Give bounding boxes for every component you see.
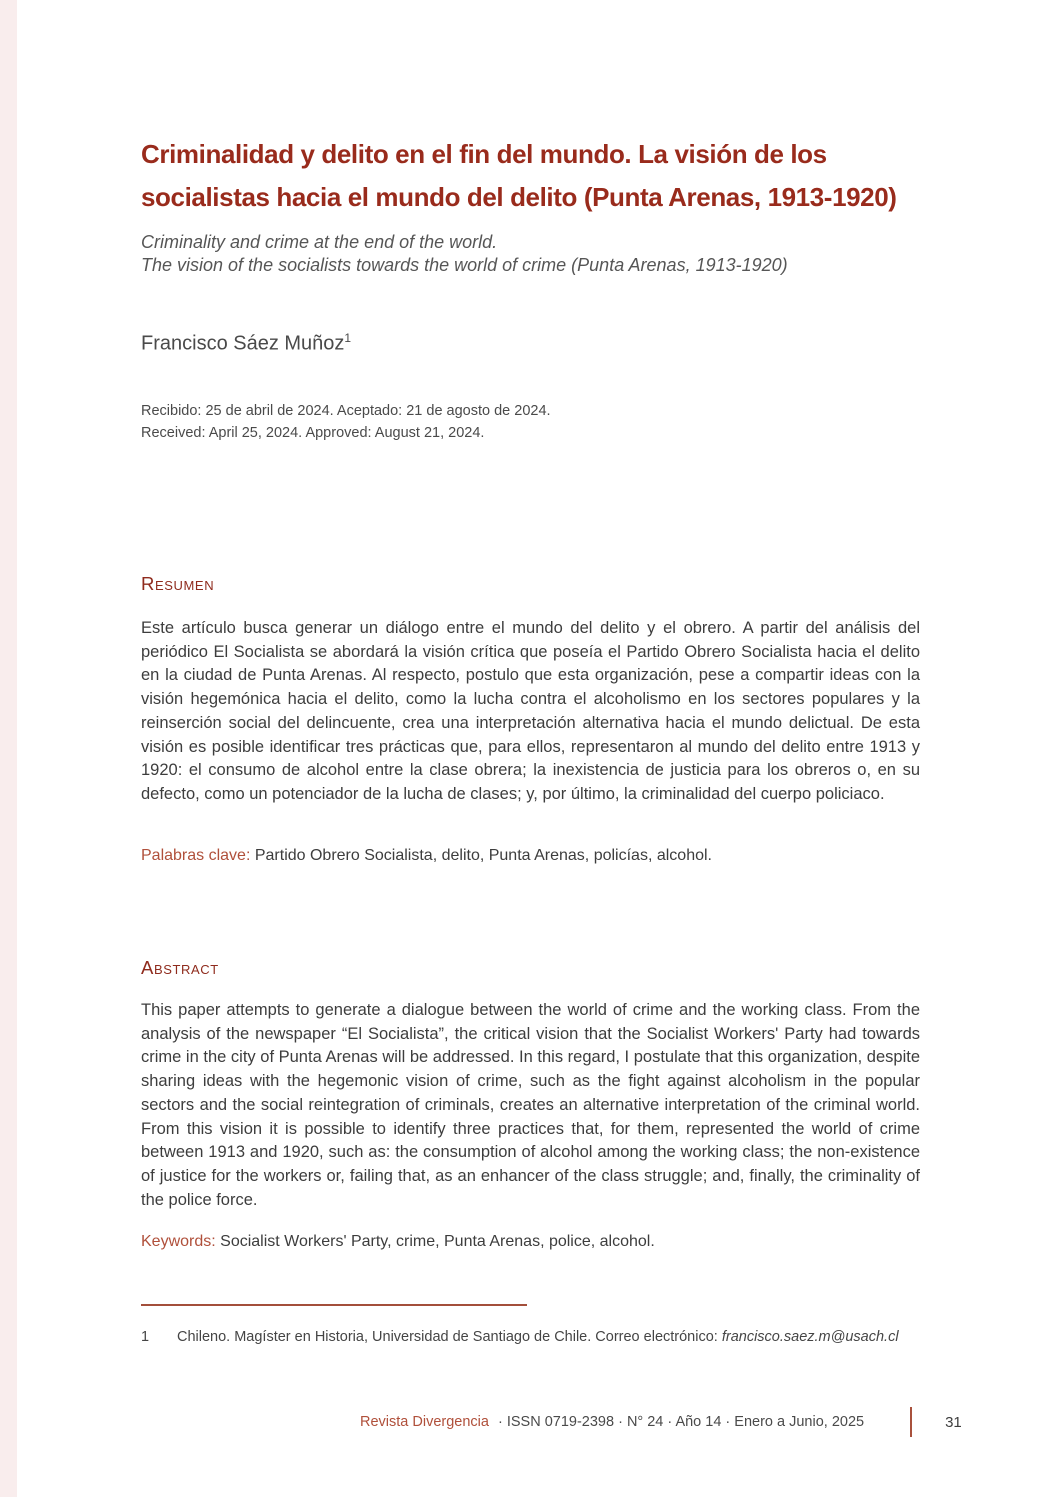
page-margin-strip <box>0 0 17 1497</box>
page-number: 31 <box>945 1413 962 1431</box>
dates-english: Received: April 25, 2024. Approved: August 21, 2024. <box>141 424 485 441</box>
resumen-heading: Resumen <box>141 573 215 594</box>
article-subtitle-english <box>141 231 941 277</box>
page-footer <box>360 1405 962 1439</box>
footer-divider-bar <box>910 1407 912 1437</box>
footnote-email: francisco.saez.m@usach.cl <box>721 1329 899 1345</box>
dates-spanish: Recibido: 25 de abril de 2024. Aceptado: 21 de agosto de 2024. <box>141 403 551 419</box>
palabras-clave-label: Palabras clave: <box>141 847 251 864</box>
keywords-label: Keywords: <box>141 1233 216 1250</box>
footnote-body: Chileno. Magíster en Historia, Universidad de Santiago de Chile. Correo electrónico: <box>177 1329 722 1345</box>
author-line <box>141 331 351 356</box>
palabras-clave-text: Partido Obrero Socialista, delito, Punta Arenas, policías, alcohol. <box>254 847 712 864</box>
footnote-text <box>177 1327 899 1347</box>
footnote-divider <box>141 1304 527 1306</box>
palabras-clave-line <box>141 847 712 865</box>
article-subtitle-line-1: Criminality and crime at the end of the world. <box>141 232 498 252</box>
footnote-number: 1 <box>141 1329 150 1345</box>
submission-dates <box>141 401 551 444</box>
footnote <box>141 1327 931 1347</box>
article-title-line-2: socialistas hacia el mundo del delito (Punta Arenas, 1913-1920) <box>141 182 897 212</box>
author-name: Francisco Sáez Muñoz <box>141 332 345 355</box>
abstract-body: This paper attempts to generate a dialogue between the world of crime and the working class. From the analysis of the newspaper “El Socialista”, the critical vision that the Socialist Workers' Party had towards crime in the city of Punta Arenas will be addressed. In this regard, I postulate that this organization, despite sharing ideas with the hegemonic vision of crime, such as the fight against alcoholism in the popular sectors and the social reintegration of criminals, creates an alternative interpretation of the criminal world. From this vision it is possible to identify three practices that, for them, represented the world of crime between 1913 and 1920, such as: the consumption of alcohol among the working class; the non-existence of justice for the workers or, failing that, as an enhancer of the class struggle; and, finally, the criminality of the police force. <box>141 1001 920 1209</box>
keywords-text: Socialist Workers' Party, crime, Punta Arenas, police, alcohol. <box>220 1233 655 1250</box>
keywords-line <box>141 1233 655 1251</box>
article-subtitle-line-2: The vision of the socialists towards the world of crime (Punta Arenas, 1913-1920) <box>141 255 788 275</box>
article-title-line-1: Criminalidad y delito en el fin del mundo. La visión de los <box>141 139 827 169</box>
journal-name: Revista Divergencia <box>360 1414 489 1430</box>
author-footnote-ref: 1 <box>344 331 352 345</box>
journal-issue-info: · ISSN 0719-2398 · N° 24 · Año 14 · Enero a Junio, 2025 <box>493 1414 865 1430</box>
article-title <box>141 133 941 219</box>
abstract-heading: Abstract <box>141 957 219 978</box>
resumen-body: Este artículo busca generar un diálogo entre el mundo del delito y el obrero. A partir del análisis del periódico El Socialista se abordará la visión crítica que poseía el Partido Obrero Socialista hacia el delito en la ciudad de Punta Arenas. Al respecto, postulo que esta organización, pese a compartir ideas con la visión hegemónica hacia el delito, como la lucha contra el alcoholismo en los sectores populares y la reinserción social del delincuente, crea una interpretación alternativa hacia el mundo delictual. De esta visión es posible identificar tres prácticas que, para ellos, representaron al mundo del delito entre 1913 y 1920: el consumo de alcohol entre la clase obrera; la inexistencia de justicia para los obreros o, en su defecto, como un potenciador de la lucha de clases; y, por último, la criminalidad del cuerpo policiaco. <box>141 619 920 803</box>
